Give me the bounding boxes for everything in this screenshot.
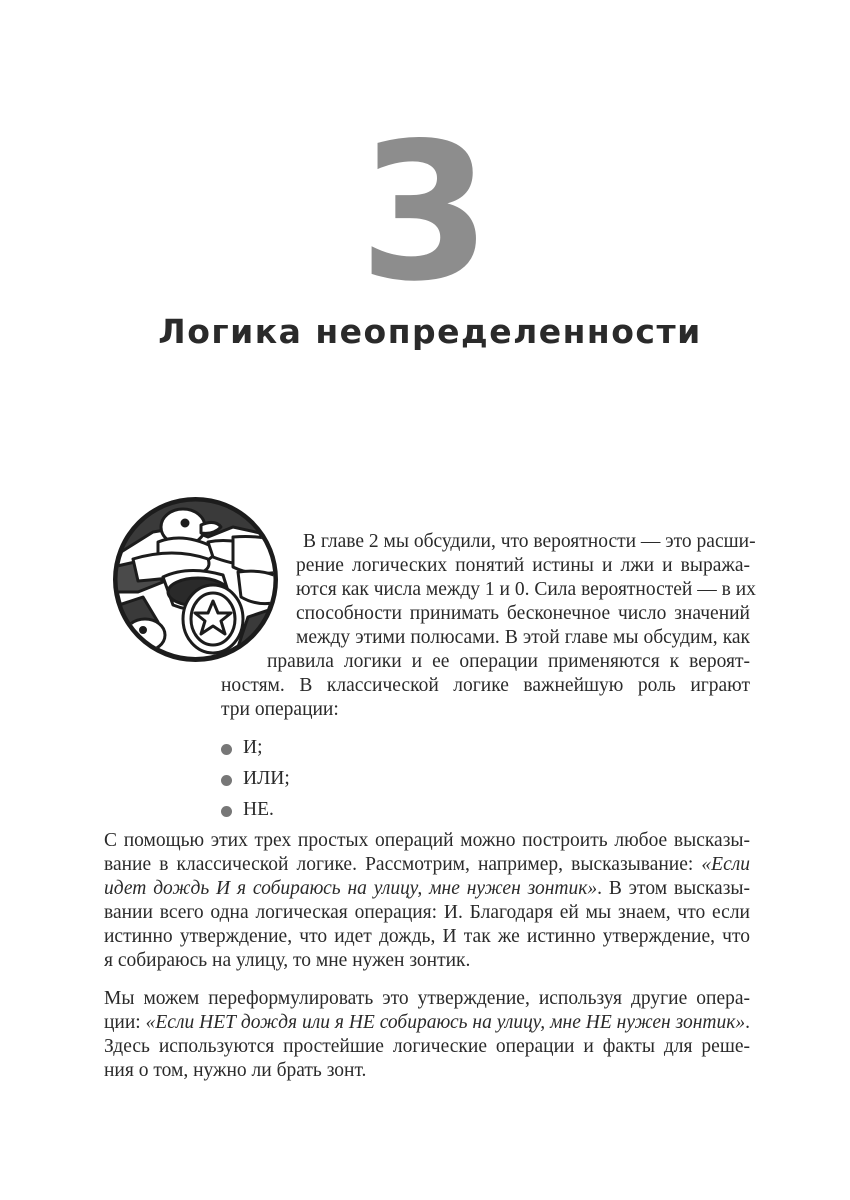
intro-line-5: между этими полюсами. В этой главе мы обсудим, как bbox=[296, 627, 750, 648]
chapter-number: 3 bbox=[358, 102, 492, 323]
para1-line-2: вание в классической логике. Рассмотрим, например, высказывание: «Если bbox=[104, 854, 750, 875]
chapter-illustration bbox=[113, 497, 278, 662]
para1-line-6: я собираюсь на улицу, то мне нужен зонтик. bbox=[104, 950, 471, 971]
intro-line-1: В главе 2 мы обсудили, что вероятности — это расши- bbox=[303, 531, 756, 552]
para1-line-4: вании всего одна логическая операция: И. Благодаря ей мы знаем, что если bbox=[104, 902, 750, 923]
para1-line-1: С помощью этих трех простых операций можно построить любое высказы- bbox=[104, 830, 750, 851]
para1-line-3: идет дождь И я собираюсь на улицу, мне нужен зонтик». В этом высказы- bbox=[104, 878, 750, 899]
intro-line-4: способности принимать бесконечное число значений bbox=[296, 603, 750, 624]
intro-line-7: ностям. В классической логике важнейшую роль играют bbox=[221, 675, 750, 696]
bullet-dot bbox=[221, 744, 232, 755]
para2-line-2: ции: «Если НЕТ дождя или я НЕ собираюсь на улицу, мне НЕ нужен зонтик». bbox=[104, 1012, 750, 1033]
bullet-dot bbox=[221, 806, 232, 817]
bullet-dot bbox=[221, 775, 232, 786]
bullet-item-not: НЕ. bbox=[243, 799, 274, 820]
intro-line-3: ются как числа между 1 и 0. Сила вероятностей — в их bbox=[296, 579, 756, 600]
para2-line-1: Мы можем переформулировать это утверждение, используя другие опера- bbox=[104, 988, 750, 1009]
para2-line-3: Здесь используются простейшие логические операции и факты для реше- bbox=[104, 1036, 750, 1057]
bullet-item-or: ИЛИ; bbox=[243, 768, 290, 789]
intro-line-8: три операции: bbox=[221, 699, 339, 720]
para2-line-4: ния о том, нужно ли брать зонт. bbox=[104, 1060, 367, 1081]
intro-line-6: правила логики и ее операции применяются к вероят- bbox=[267, 651, 750, 672]
bullet-item-and: И; bbox=[243, 737, 263, 758]
intro-line-2: рение логических понятий истины и лжи и выража- bbox=[296, 555, 750, 576]
para1-line-5: истинно утверждение, что идет дождь, И так же истинно утверждение, что bbox=[104, 926, 750, 947]
chapter-title: Логика неопределенности bbox=[158, 312, 702, 351]
